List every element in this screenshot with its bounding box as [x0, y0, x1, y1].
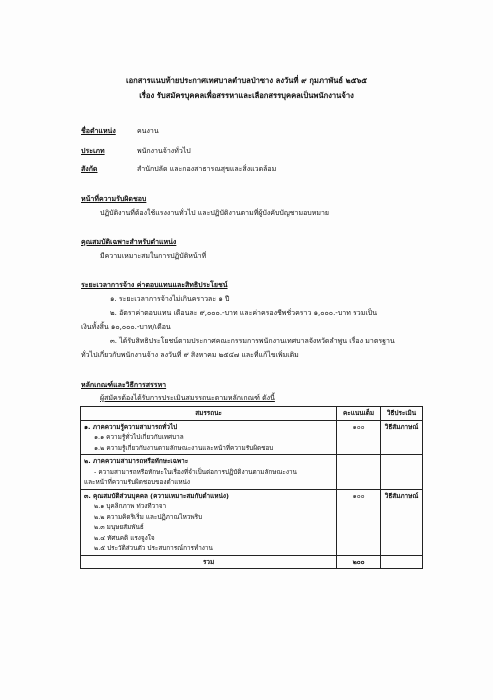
group-score: ๑๐๐: [337, 420, 381, 455]
criteria-group-row: [81, 420, 423, 455]
group-item: ๑.๒ ความรู้เกี่ยวกับงานตามลักษณะงานและหน้าที่ความรับผิดชอบ: [94, 443, 274, 452]
employment-item2-line1: ๒. อัตราค่าตอบแทน เดือนละ ๙,๐๐๐.-บาท และค่าครองชีพชั่วคราว ๑,๐๐๐.-บาท รวมเป็น: [110, 309, 377, 317]
header-full-score: คะแนนเต็ม: [337, 407, 381, 421]
group-item: ๒.๑ บุคลิกภาพ ท่วงทีวาจา: [94, 502, 167, 510]
type-label: ประเภท: [81, 147, 105, 155]
group-item: ๑.๑ ความรู้ทั่วไปเกี่ยวกับเทศบาล: [94, 433, 184, 441]
criteria-group-cell: [81, 420, 337, 455]
group-title: ๑. ภาคความรู้ความสามารถทั่วไป: [84, 422, 178, 431]
criteria-group-cell: [81, 455, 337, 490]
criteria-table: [80, 406, 423, 569]
selection-heading: หลักเกณฑ์และวิธีการสรรหา: [81, 381, 167, 389]
group-item: ๒.๔ ทัศนคติ แรงจูงใจ: [94, 533, 155, 542]
group-item: ๒.๒ ความคิดริเริ่ม และปฏิภาณไหวพริบ: [94, 512, 203, 521]
type-value: พนักงานจ้างทั่วไป: [137, 147, 191, 155]
duties-text: ปฏิบัติงานที่ต้องใช้แรงงานทั่วไป และปฏิบัติงานตามที่ผู้บังคับบัญชามอบหมาย: [100, 209, 330, 217]
qualifications-text: มีความเหมาะสมในการปฏิบัติหน้าที่: [100, 252, 207, 260]
selection-intro: ผู้สมัครต้องได้รับการประเมินสมรรถนะตามหลักเกณฑ์ ดังนี้: [100, 394, 275, 402]
criteria-group-row: [81, 455, 423, 490]
group-title: ๒. ภาคความสามารถหรือทักษะเฉพาะ: [84, 457, 189, 465]
unit-value: สำนักปลัด และกองสาธารณสุขและสิ่งแวดล้อม: [137, 165, 277, 173]
header-method: วิธีประเมิน: [381, 407, 423, 421]
position-label: ชื่อตำแหน่ง: [81, 127, 116, 135]
group-method: [381, 455, 423, 490]
duties-heading: หน้าที่ความรับผิดชอบ: [81, 195, 147, 203]
total-method-empty: [381, 555, 423, 569]
criteria-group-cell: [81, 489, 337, 555]
document-title-line2: เรื่อง รับสมัครบุคคลเพื่อสรรหาและเลือกสรรบุคคลเป็นพนักงานจ้าง: [139, 91, 354, 100]
group-item: ๒.๓ มนุษยสัมพันธ์: [94, 523, 144, 531]
group-method: วิธีสัมภาษณ์: [381, 489, 423, 555]
header-competency: สมรรถนะ: [81, 407, 337, 421]
qualifications-heading: คุณสมบัติเฉพาะสำหรับตำแหน่ง: [81, 238, 177, 246]
document-title-line1: เอกสารแนบท้ายประกาศเทศบาลตำบลป่าซาง ลงวันที่ ๙ กุมภาพันธ์ ๒๕๖๕: [125, 76, 368, 85]
criteria-header-row: [81, 407, 423, 421]
group-score: [337, 455, 381, 490]
group-title: ๓. คุณสมบัติส่วนบุคคล (ความเหมาะสมกับตำแหน่ง): [84, 491, 229, 500]
position-value: คนงาน: [137, 127, 159, 135]
employment-heading: ระยะเวลาการจ้าง ค่าตอบแทนและสิทธิประโยชน์: [81, 281, 228, 289]
total-score: ๒๐๐: [337, 555, 381, 569]
employment-item2-line2: เงินทั้งสิ้น ๑๐,๐๐๐.-บาท/เดือน: [81, 323, 171, 331]
employment-item1: ๑. ระยะเวลาการจ้างไม่เกินคราวละ ๑ ปี: [110, 295, 230, 303]
unit-label: สังกัด: [81, 165, 98, 173]
group-method: วิธีสัมภาษณ์: [381, 420, 423, 455]
criteria-group-row: [81, 489, 423, 555]
group-item: ๒.๕ ประวัติส่วนตัว ประสบการณ์การทำงาน: [94, 544, 213, 552]
group-item: - ความสามารถหรือทักษะในเรื่องที่จำเป็นต่อการปฏิบัติงานตามลักษณะงาน: [94, 467, 297, 476]
group-item: และหน้าที่ความรับผิดชอบของตำแหน่ง: [84, 478, 191, 486]
employment-item3-line2: ทั่วไปเกี่ยวกับพนักงานจ้าง ลงวันที่ ๙ สิงหาคม ๒๕๔๗ และที่แก้ไขเพิ่มเติม: [81, 351, 299, 359]
total-label: รวม: [81, 555, 337, 569]
criteria-total-row: [81, 555, 423, 569]
employment-item3-line1: ๓. ได้รับสิทธิประโยชน์ตามประกาศคณะกรรมการพนักงานเทศบาลจังหวัดลำพูน เรื่อง มาตรฐาน: [110, 337, 395, 345]
group-score: ๑๐๐: [337, 489, 381, 555]
